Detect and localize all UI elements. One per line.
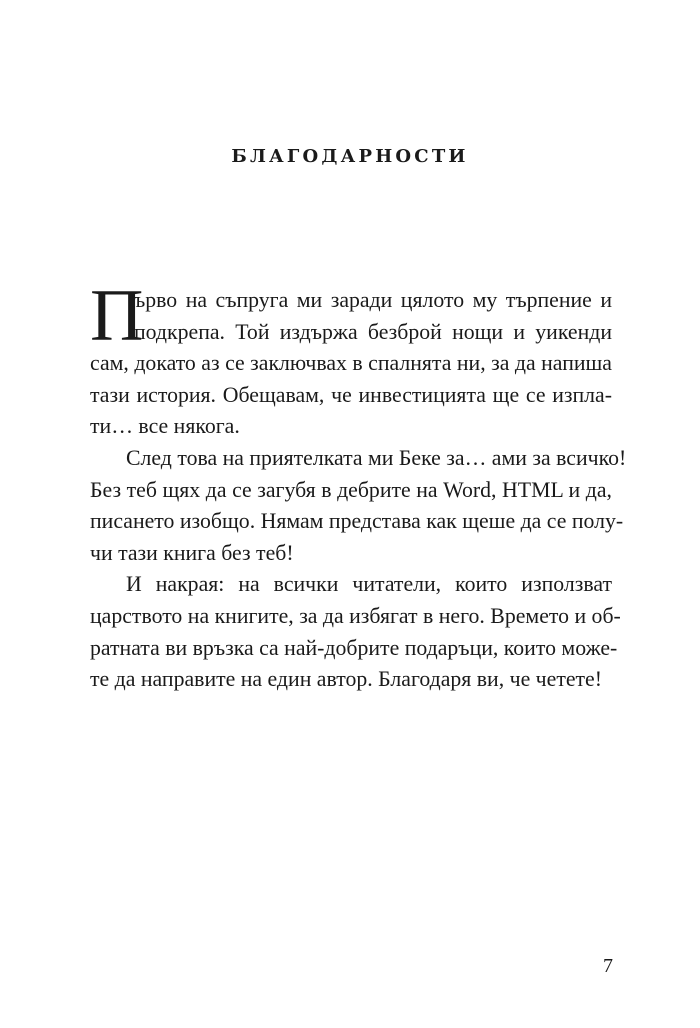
text-line: сам, докато аз се заключвах в спалнята ни, за да напиша: [90, 351, 612, 376]
text-line: След това на приятелката ми Беке за… ами за всичко!: [126, 445, 627, 470]
text-line: И накрая: на всички читатели, които използват: [126, 572, 612, 597]
text-line: те да направите на един автор. Благодаря ви, че четете!: [90, 667, 602, 692]
text-line: подкрепа. Той издържа безброй нощи и уикенди: [134, 319, 612, 344]
text-line: писането изобщо. Нямам представа как щеше да се полу-: [90, 509, 624, 534]
text-line: ърво на съпруга ми заради цялото му търпение и: [134, 288, 612, 312]
text-line: царството на книгите, за да избягат в него. Времето и об-: [90, 603, 621, 628]
page-number: 7: [603, 955, 613, 977]
text-line: ратната ви връзка са най-добрите подаръци, които може-: [90, 635, 618, 660]
body-text: [90, 275, 627, 696]
text-line: Без теб щях да се загубя в дебрите на Word, HTML и да,: [90, 477, 612, 502]
paragraph-1: [90, 275, 612, 443]
paragraph-2: [90, 443, 627, 569]
paragraph-3: [90, 569, 621, 695]
text-line: ти… все някога.: [90, 414, 240, 439]
chapter-title: БЛАГОДАРНОСТИ: [231, 146, 469, 167]
drop-cap: П: [90, 275, 144, 357]
text-line: чи тази книга без теб!: [90, 540, 294, 565]
text-line: тази история. Обещавам, че инвестицията ще се изпла-: [90, 382, 612, 407]
